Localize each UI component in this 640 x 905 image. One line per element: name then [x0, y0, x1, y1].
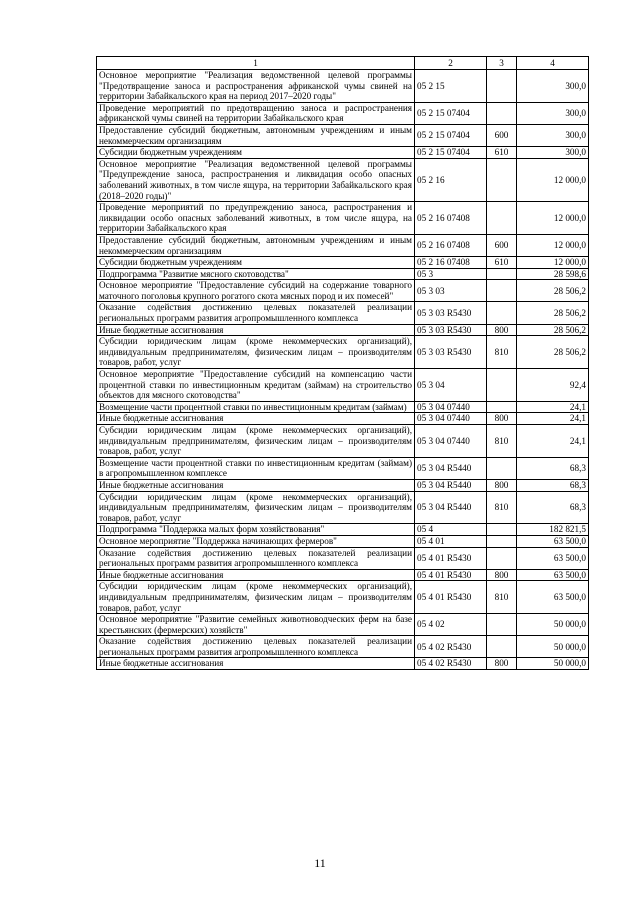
row-expense-type: [487, 158, 517, 201]
table-row: [97, 336, 589, 369]
table-row: [97, 491, 589, 524]
row-name: Возмещение части процентной ставки по инвестиционным кредитам (займам) в агропромышленном комплексе: [97, 457, 415, 479]
row-expense-type: [487, 202, 517, 235]
row-code: 05 2 15 07404: [415, 147, 487, 159]
row-expense-type: [487, 401, 517, 413]
row-amount: 68,3: [517, 457, 589, 479]
row-amount: 24,1: [517, 413, 589, 425]
page-number: 11: [314, 856, 326, 870]
table-header: [97, 57, 589, 70]
row-name: Основное мероприятие "Поддержка начинающих фермеров": [97, 535, 415, 547]
row-code: 05 3 03: [415, 280, 487, 302]
row-name: Оказание содействия достижению целевых показателей реализации региональных программ развития агропромышленного комплекса: [97, 302, 415, 324]
row-amount: 28 506,2: [517, 324, 589, 336]
row-name: Основное мероприятие "Развитие семейных животноводческих ферм на базе крестьянских (фермерских) хозяйств": [97, 614, 415, 636]
header-col-4: 4: [517, 57, 589, 70]
table-row: [97, 413, 589, 425]
row-amount: 12 000,0: [517, 158, 589, 201]
row-expense-type: [487, 70, 517, 103]
row-expense-type: 810: [487, 425, 517, 458]
row-amount: 50 000,0: [517, 614, 589, 636]
row-amount: 12 000,0: [517, 202, 589, 235]
row-amount: 63 500,0: [517, 535, 589, 547]
row-name: Проведение мероприятий по предупреждению заноса, распространения и ликвидации особо опасных заболеваний животных, в том числе ящура, на территории Забайкальского края: [97, 202, 415, 235]
table-row: [97, 569, 589, 581]
row-name: Возмещение части процентной ставки по инвестиционным кредитам (займам): [97, 401, 415, 413]
row-name: Оказание содействия достижению целевых показателей реализации региональных программ развития агропромышленного комплекса: [97, 547, 415, 569]
row-expense-type: [487, 535, 517, 547]
row-expense-type: 800: [487, 658, 517, 670]
row-amount: 12 000,0: [517, 234, 589, 256]
row-expense-type: [487, 457, 517, 479]
table-row: [97, 658, 589, 670]
row-code: 05 4 01 R5430: [415, 581, 487, 614]
row-amount: 63 500,0: [517, 581, 589, 614]
row-amount: 68,3: [517, 491, 589, 524]
table-row: [97, 102, 589, 124]
table-row: [97, 524, 589, 536]
table-row: [97, 581, 589, 614]
header-col-2: 2: [415, 57, 487, 70]
row-code: 05 3: [415, 268, 487, 280]
row-name: Основное мероприятие "Реализация ведомственной целевой программы "Предупреждение заноса, распространения и ликвидация особо опасных заболеваний животных, в том числе ящура, на территории Забайкальского края (2018–2020 годы)": [97, 158, 415, 201]
row-amount: 300,0: [517, 147, 589, 159]
table-row: [97, 257, 589, 269]
row-expense-type: [487, 524, 517, 536]
table-body: [97, 70, 589, 670]
table-row: [97, 425, 589, 458]
row-amount: 63 500,0: [517, 569, 589, 581]
row-code: 05 2 15: [415, 70, 487, 103]
row-amount: 28 506,2: [517, 280, 589, 302]
row-expense-type: [487, 102, 517, 124]
row-code: 05 3 04 07440: [415, 425, 487, 458]
row-name: Основное мероприятие "Предоставление субсидий на содержание товарного маточного поголовья крупного рогатого скота мясных пород и их помесей": [97, 280, 415, 302]
header-col-3: 3: [487, 57, 517, 70]
row-amount: 92,4: [517, 369, 589, 402]
row-amount: 300,0: [517, 102, 589, 124]
row-code: 05 3 04 R5440: [415, 491, 487, 524]
table-row: [97, 202, 589, 235]
row-name: Основное мероприятие "Реализация ведомственной целевой программы "Предотвращение заноса и распространения африканской чумы свиней на территории Забайкальского края на период 2017–2020 годы": [97, 70, 415, 103]
row-name: Предоставление субсидий бюджетным, автономным учреждениям и иным некоммерческим организациям: [97, 124, 415, 146]
row-code: 05 2 16 07408: [415, 202, 487, 235]
row-amount: 300,0: [517, 70, 589, 103]
row-name: Субсидии бюджетным учреждениям: [97, 257, 415, 269]
table-row: [97, 547, 589, 569]
row-expense-type: [487, 280, 517, 302]
row-name: Иные бюджетные ассигнования: [97, 324, 415, 336]
table-row: [97, 479, 589, 491]
row-name: Субсидии бюджетным учреждениям: [97, 147, 415, 159]
row-expense-type: [487, 268, 517, 280]
row-name: Иные бюджетные ассигнования: [97, 413, 415, 425]
row-code: 05 4 02: [415, 614, 487, 636]
row-expense-type: [487, 369, 517, 402]
row-expense-type: 800: [487, 413, 517, 425]
row-expense-type: 810: [487, 581, 517, 614]
row-amount: 300,0: [517, 124, 589, 146]
row-name: Иные бюджетные ассигнования: [97, 658, 415, 670]
row-amount: 63 500,0: [517, 547, 589, 569]
row-name: Основное мероприятие "Предоставление субсидий на компенсацию части процентной ставки по инвестиционным кредитам (займам) на строительство объектов для мясного скотоводства": [97, 369, 415, 402]
row-code: 05 3 04: [415, 369, 487, 402]
row-name: Подпрограмма "Поддержка малых форм хозяйствования": [97, 524, 415, 536]
row-code: 05 2 16: [415, 158, 487, 201]
row-code: 05 4 01 R5430: [415, 547, 487, 569]
table-row: [97, 457, 589, 479]
row-code: 05 3 03 R5430: [415, 336, 487, 369]
row-code: 05 3 04 07440: [415, 401, 487, 413]
row-amount: 28 506,2: [517, 302, 589, 324]
table-row: [97, 535, 589, 547]
row-amount: 50 000,0: [517, 658, 589, 670]
table-row: [97, 268, 589, 280]
row-amount: 68,3: [517, 479, 589, 491]
row-expense-type: 810: [487, 491, 517, 524]
table-row: [97, 302, 589, 324]
row-name: Субсидии юридическим лицам (кроме некоммерческих организаций), индивидуальным предпринимателям, физическим лицам – производителям товаров, работ, услуг: [97, 581, 415, 614]
row-code: 05 3 04 07440: [415, 413, 487, 425]
row-code: 05 4 02 R5430: [415, 636, 487, 658]
row-amount: 50 000,0: [517, 636, 589, 658]
row-expense-type: 600: [487, 124, 517, 146]
table-row: [97, 614, 589, 636]
row-code: 05 2 16 07408: [415, 234, 487, 256]
row-amount: 24,1: [517, 425, 589, 458]
row-expense-type: 810: [487, 336, 517, 369]
row-code: 05 4 01: [415, 535, 487, 547]
row-code: 05 2 16 07408: [415, 257, 487, 269]
row-name: Субсидии юридическим лицам (кроме некоммерческих организаций), индивидуальным предпринимателям, физическим лицам – производителям товаров, работ, услуг: [97, 336, 415, 369]
row-code: 05 2 15 07404: [415, 102, 487, 124]
row-amount: 182 821,5: [517, 524, 589, 536]
row-amount: 28 598,6: [517, 268, 589, 280]
table-row: [97, 401, 589, 413]
row-code: 05 3 04 R5440: [415, 457, 487, 479]
row-code: 05 4 01 R5430: [415, 569, 487, 581]
table-row: [97, 636, 589, 658]
row-code: 05 3 03 R5430: [415, 302, 487, 324]
table-row: [97, 324, 589, 336]
row-name: Иные бюджетные ассигнования: [97, 479, 415, 491]
table-row: [97, 369, 589, 402]
budget-table: [96, 56, 589, 670]
row-expense-type: 610: [487, 257, 517, 269]
table-row: [97, 147, 589, 159]
row-expense-type: 800: [487, 569, 517, 581]
table-row: [97, 234, 589, 256]
row-code: 05 2 15 07404: [415, 124, 487, 146]
row-name: Иные бюджетные ассигнования: [97, 569, 415, 581]
row-code: 05 3 03 R5430: [415, 324, 487, 336]
table-row: [97, 158, 589, 201]
row-code: 05 4: [415, 524, 487, 536]
row-amount: 12 000,0: [517, 257, 589, 269]
table-row: [97, 280, 589, 302]
row-code: 05 4 02 R5430: [415, 658, 487, 670]
row-name: Оказание содействия достижению целевых показателей реализации региональных программ развития агропромышленного комплекса: [97, 636, 415, 658]
row-expense-type: 800: [487, 479, 517, 491]
row-name: Предоставление субсидий бюджетным, автономным учреждениям и иным некоммерческим организациям: [97, 234, 415, 256]
row-amount: 28 506,2: [517, 336, 589, 369]
row-expense-type: 600: [487, 234, 517, 256]
row-expense-type: [487, 547, 517, 569]
row-name: Субсидии юридическим лицам (кроме некоммерческих организаций), индивидуальным предпринимателям, физическим лицам – производителям товаров, работ, услуг: [97, 491, 415, 524]
row-expense-type: 800: [487, 324, 517, 336]
row-code: 05 3 04 R5440: [415, 479, 487, 491]
row-expense-type: [487, 636, 517, 658]
row-expense-type: 610: [487, 147, 517, 159]
header-row: [97, 57, 589, 70]
header-col-1: 1: [97, 57, 415, 70]
row-amount: 24,1: [517, 401, 589, 413]
row-expense-type: [487, 614, 517, 636]
row-name: Проведение мероприятий по предотвращению заноса и распространения африканской чумы свиней на территории Забайкальского края: [97, 102, 415, 124]
table-row: [97, 70, 589, 103]
table-row: [97, 124, 589, 146]
row-expense-type: [487, 302, 517, 324]
row-name: Подпрограмма "Развитие мясного скотоводства": [97, 268, 415, 280]
row-name: Субсидии юридическим лицам (кроме некоммерческих организаций), индивидуальным предпринимателям, физическим лицам – производителям товаров, работ, услуг: [97, 425, 415, 458]
